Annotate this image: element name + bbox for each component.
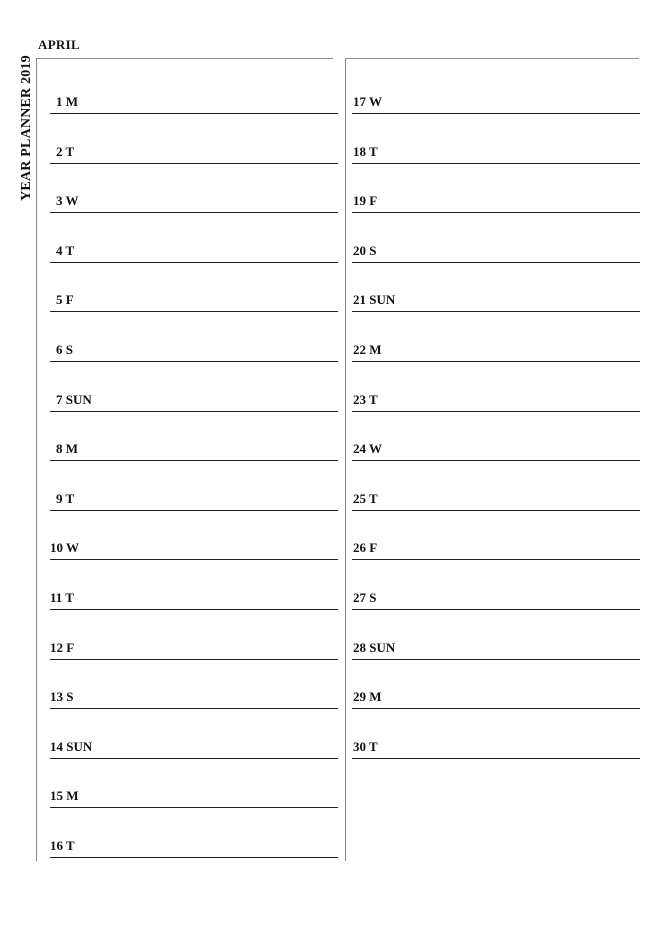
day-row[interactable] xyxy=(352,94,640,114)
day-row[interactable] xyxy=(50,590,338,610)
month-title: APRIL xyxy=(38,37,80,52)
day-label: 15 M xyxy=(50,788,79,804)
day-label: 7 SUN xyxy=(56,391,92,407)
day-row[interactable] xyxy=(352,441,640,461)
day-row[interactable] xyxy=(50,490,338,511)
day-row[interactable] xyxy=(352,490,640,511)
day-row[interactable] xyxy=(50,143,338,164)
day-row[interactable] xyxy=(352,342,640,362)
day-row[interactable] xyxy=(50,441,338,461)
day-label: 2 T xyxy=(56,143,75,159)
day-label: 30 T xyxy=(353,738,378,754)
day-row[interactable] xyxy=(352,689,640,709)
day-row[interactable] xyxy=(352,193,640,213)
day-label: 8 M xyxy=(56,441,79,457)
day-label: 13 S xyxy=(50,689,74,705)
day-row[interactable] xyxy=(352,639,640,660)
day-label: 1 M xyxy=(56,94,79,109)
day-row[interactable] xyxy=(50,391,338,412)
day-label: 21 SUN xyxy=(353,292,396,308)
day-label: 11 T xyxy=(50,590,74,605)
day-row[interactable] xyxy=(50,838,338,858)
day-label: 6 S xyxy=(56,342,73,357)
day-label: 3 W xyxy=(56,193,79,209)
day-label: 10 W xyxy=(50,540,80,556)
day-label: 22 M xyxy=(353,342,382,357)
day-row[interactable] xyxy=(352,540,640,560)
day-label: 24 W xyxy=(353,441,383,457)
day-label: 4 T xyxy=(56,242,75,258)
day-label: 18 T xyxy=(353,143,378,159)
day-row[interactable] xyxy=(50,193,338,213)
day-row[interactable] xyxy=(352,590,640,610)
day-row[interactable] xyxy=(50,242,338,263)
day-row[interactable] xyxy=(352,391,640,412)
day-row[interactable] xyxy=(50,292,338,312)
day-row[interactable] xyxy=(50,689,338,709)
day-label: 5 F xyxy=(56,292,74,308)
day-row[interactable] xyxy=(352,738,640,759)
day-label: 17 W xyxy=(353,94,383,109)
day-row[interactable] xyxy=(50,738,338,759)
day-label: 29 M xyxy=(353,689,382,705)
day-label: 12 F xyxy=(50,639,75,655)
day-row[interactable] xyxy=(50,540,338,560)
day-label: 27 S xyxy=(353,590,377,605)
day-label: 16 T xyxy=(50,838,75,853)
day-row[interactable] xyxy=(50,788,338,808)
planner-title: YEAR PLANNER 2019 xyxy=(19,55,34,201)
day-label: 28 SUN xyxy=(353,639,396,655)
day-label: 14 SUN xyxy=(50,738,93,754)
day-label: 9 T xyxy=(56,490,75,506)
day-row[interactable] xyxy=(50,342,338,362)
day-label: 19 F xyxy=(353,193,378,209)
day-label: 26 F xyxy=(353,540,378,556)
day-row[interactable] xyxy=(50,639,338,660)
day-row[interactable] xyxy=(352,242,640,263)
day-label: 25 T xyxy=(353,490,378,506)
day-row[interactable] xyxy=(352,143,640,164)
day-label: 23 T xyxy=(353,391,378,407)
day-label: 20 S xyxy=(353,242,377,258)
day-row[interactable] xyxy=(50,94,338,114)
day-row[interactable] xyxy=(352,292,640,312)
